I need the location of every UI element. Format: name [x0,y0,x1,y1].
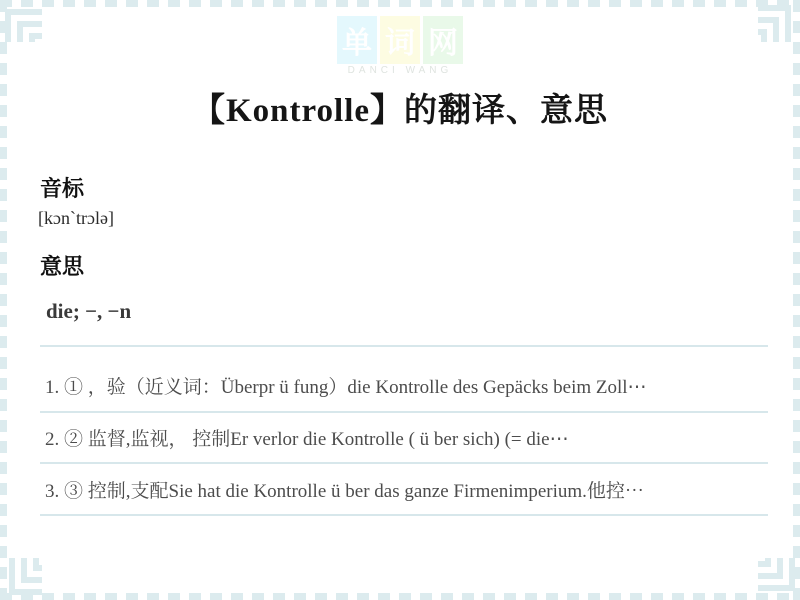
frame-border-top [0,0,800,7]
frame-border-bottom [0,593,800,600]
meaning-section-label: 意思 [40,254,85,279]
meaning-item-3[interactable]: 3. ③ 控制,支配Sie hat die Kontrolle ü ber das ganze Firmenimperium.他控⋯ [45,481,644,502]
word-form: die; −, −n [46,299,132,323]
logo-block-ci: 词 [380,16,420,64]
page-title: 【Kontrolle】的翻译、意思 [191,93,609,129]
site-logo-subtitle: DANCI WANG [347,65,453,76]
divider [40,345,768,347]
logo-block-dan: 单 [337,16,377,64]
corner-ornament-icon [2,540,60,598]
meaning-item-1[interactable]: 1. ① ，验（近义词：Überpr ü fung）die Kontrolle des Gepäcks beim Zoll⋯ [45,377,647,398]
meaning-item-2[interactable]: 2. ② 监督,监视， 控制Er verlor die Kontrolle ( ü ber sich) (= die⋯ [45,429,569,450]
phonetic-section-label: 音标 [40,176,85,201]
divider [40,462,768,464]
divider [40,411,768,413]
phonetic-value: [kɔn`trɔlə] [38,208,114,228]
site-logo [0,16,800,76]
divider [40,514,768,516]
logo-block-wang: 网 [423,16,463,64]
site-logo-blocks [337,16,463,64]
corner-ornament-icon [740,540,798,598]
